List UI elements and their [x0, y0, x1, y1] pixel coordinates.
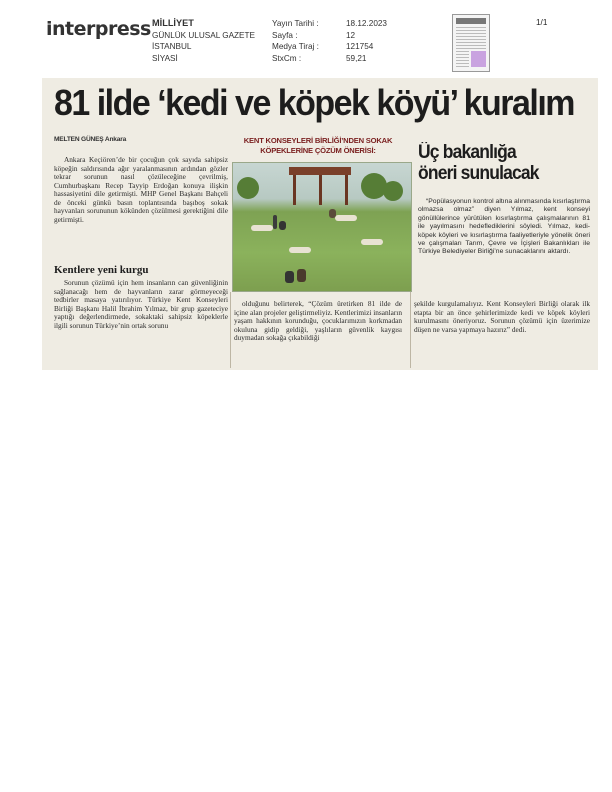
article-lead: Ankara Keçiören’de bir çocuğun çok sayıda sahipsiz köpeğin saldırısında ağır yaralanmasının ardından gözler tekrar sorunun nasıl çözüleceğine çevrilmiş, Cumhurbaşkanı Recep Tayyip Erdoğan konuya ilişkin hassasiyetini dile getirmişti. MHP Genel Başkanı Bahçeli de önceki günkü basın toplantısında başıboş sokak hayvanları sorununun kökünden çözülmesi gerektiğini dile getirmişti. [54, 155, 228, 224]
page-count: 1/1 [536, 18, 548, 27]
article-byline: MELTEN GÜNEŞ Ankara [54, 136, 127, 143]
sidebar-body: “Popülasyonun kontrol altına alınmasında kısırlaştırma olmazsa olmaz” diyen Yılmaz, kent konseyi gönüllülerince yürütülen kısırlaştırma çalışmalarının 81 ile yayılmasını hedeflediklerini söyledi. Yılmaz, kedi-köpek köyleri ve kısırlaştırma faaliyetleriyle yönelik öneri ve çalışmaları Tarım, Çevre ve İçişleri Bakanlıkları ile Türkiye Belediyeler Birliği’ne sunacaklarını aktardı. [418, 198, 590, 256]
sidebar-title-line2: öneri sunulacak [418, 163, 539, 184]
meta-value-circulation: 121754 [346, 42, 374, 51]
publication-name: MİLLİYET [152, 18, 194, 28]
meta-value-stxcm: 59,21 [346, 53, 367, 63]
meta-values [346, 18, 387, 64]
meta-label-date: Yayın Tarihi : [272, 19, 319, 28]
publication-city: İSTANBUL [152, 42, 192, 51]
article-headline: 81 ilde ‘kedi ve köpek köyü’ kuralım [54, 82, 575, 123]
sidebar-title-line1: Üç bakanlığa [418, 142, 516, 163]
meta-value-page: 12 [346, 30, 356, 40]
article-subhead: Kentlere yeni kurgu [54, 264, 149, 276]
article-body-col4: şekilde kurgulamalıyız. Kent Konseyleri Birliği olarak ilk etapta bir an önce şehirlerimizde kedi ve köpek köyleri kurulmasını öneriyoruz. Sorunun çözümü için üzerimize düşen ne varsa yapmaya hazırız” dedi. [414, 299, 590, 334]
meta-labels [272, 18, 319, 64]
article-body-col3: olduğunu belirterek, “Çözüm üretirken 81 ilde de içine alan projeler geliştirmeliyiz. Kentlerimizi insanların yaşam hakkının korunduğu, çocuklarımızın korkmadan okuluna gidip geldiği, yaşlıların güvenlik kaygısı duymadan sokağa çıkabildiği [234, 299, 402, 342]
interpress-logo: interpress [46, 18, 151, 40]
publication-info [152, 18, 255, 64]
photo-heading: KENT KONSEYLERİ BİRLİĞİ’NDEN SOKAK KÖPEKLERİNE ÇÖZÜM ÖNERİSİ: [243, 136, 393, 155]
meta-value-date: 18.12.2023 [346, 19, 387, 28]
publication-type: GÜNLÜK ULUSAL GAZETE [152, 30, 255, 40]
page-thumbnail[interactable] [452, 14, 490, 72]
article-photo [232, 162, 412, 292]
newspaper-clipping [42, 78, 598, 370]
sidebar-title [418, 142, 539, 184]
meta-label-page: Sayfa : [272, 30, 298, 40]
meta-label-circulation: Medya Tiraj : [272, 42, 319, 51]
meta-label-stxcm: StxCm : [272, 53, 302, 63]
publication-category: SİYASİ [152, 53, 178, 63]
article-body-col1: Sorunun çözümü için hem insanların can güvenliğinin sağlanacağı hem de hayvanların zarar görmeyeceği tedbirler masaya yatırılıyor. Türkiye Kent Konseyleri Birliği Başkanı Halil İbrahim Yılmaz, bir grup gazeteciye yaptığı değerlendirmede, sokaktaki sahipsiz köpeklerle ilgili sorunun Türkiye’nin ortak sorunu [54, 278, 228, 330]
